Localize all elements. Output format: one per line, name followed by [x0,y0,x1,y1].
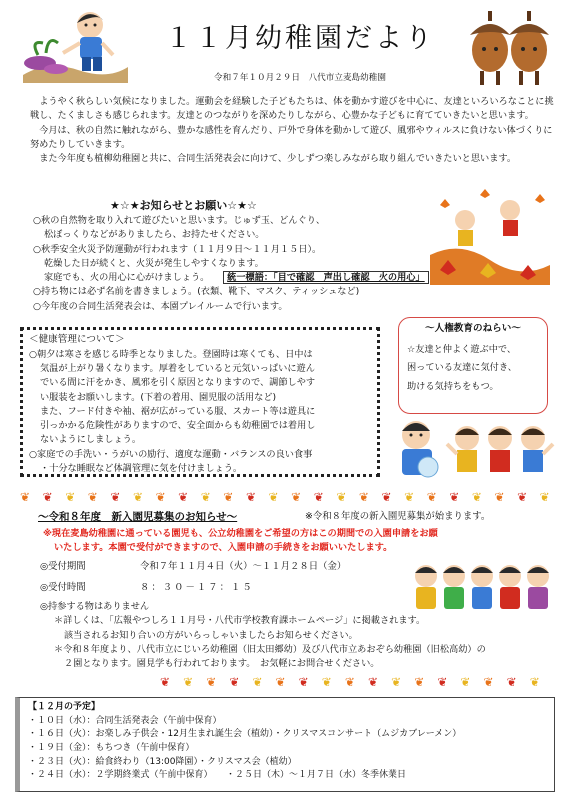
recruit-start: ※令和８年度の新入園児募集が始まります。 [305,511,491,522]
fire-safety-text: 家庭でも、火の用心に心がけましょう。 [44,272,205,283]
health-line: 気温が上がり暑くなります。厚着をしていると元気いっぱいに遊ん [40,363,315,375]
notice-item: ○秋季安全火災予防運動が行われます（１１月９日～１１月１５日）。 [33,243,322,255]
human-rights-line: 助ける気持ちをもつ。 [407,380,499,392]
schedule-item: ・２４日（水）：２学期終業式（午前中保育） ・２５日（木）～１月７日（水）冬季休業日 [28,770,407,781]
health-line: 引っかかる危険性がありますので、安全面からも幼稚園では着用し [40,420,316,432]
notice-item-cont [33,271,503,285]
health-line: ないようにしましょう。 [40,434,142,446]
time-label: ◎受付時間 [40,581,86,593]
health-line: また、フード付きや袖、裾が広がっている服、スカート等は遊具に [40,405,316,417]
human-rights-box [398,317,548,414]
health-heading: ＜健康管理について＞ [29,334,125,345]
human-rights-line: 困っている友達に気付き、 [407,362,517,374]
date-line: 令和７年１０月２９日 八代市立麦島幼稚園 [214,73,386,83]
autumn-leaf-border: ❦ ❦ ❦ ❦ ❦ ❦ ❦ ❦ ❦ ❦ ❦ ❦ ❦ ❦ ❦ ❦ ❦ [160,675,540,689]
recruit-note [43,527,543,556]
health-line: ○家庭での手洗い・うがいの励行、適度な運動・バランスの良い食事 [29,448,313,460]
time-value: ８：３０－１７：１５ [140,581,254,593]
notice-item: ○持ち物には必ず名前を書きましょう。(衣類、靴下、マスク、ティッシュなど) [33,286,360,298]
period-value: 令和７年１１月４日（火）～１１月２８日（金） [140,561,347,572]
reception-info [40,560,346,595]
recruit-detail-line: 該当されるお知り合いの方がいらっしゃいましたらお知らせください。 [64,629,358,641]
health-box [20,327,380,477]
recruit-detail-line: ＊詳しくは、「広報やつしろ１１月号・八代市学校教育課ホームページ」に掲載されます。 [54,615,426,627]
child-digging-potato-illustration [18,5,133,83]
recruit-note-line: ※現在麦島幼稚園に通っている園児も、公立幼稚園をご希望の方はこの期間での入園申請をお願 [43,528,438,539]
recruit-details [40,600,540,671]
notice-item-cont: 松ぼっくりなどがありましたら、お持たせください。 [44,229,265,241]
schedule-item: ・１６日（火）：お楽しみ子供会・12月生まれ誕生会（植幼）・クリスマスコンサート（ムジカブレーメン） [28,729,462,740]
notice-heading: ★☆★お知らせとお願い☆★☆ [110,199,257,212]
health-line: い服装をお願いします。(下着の着用、園児服の活用など) [40,391,277,403]
health-line: ○朝夕は寒さを感じる時季となりました。登園時は寒くても、日中は [29,348,313,360]
intro-text [30,95,555,166]
notices-list [33,214,503,314]
recruit-detail-line: ＊令和８年度より、八代市立にじいろ幼稚園（旧太田郷幼）及び八代市立あおぞら幼稚園（旧松高幼）の [54,643,486,655]
schedule-heading: 【１２月の予定】 [28,702,101,712]
human-rights-line: ☆友達と仲よく遊ぶ中で、 [407,343,517,355]
children-group-illustration [445,420,555,488]
notice-item-cont: 乾燥した日が続くと、火災が発生しやすくなります。 [44,257,264,269]
recruit-title: ～令和８年度 新入園児募集のお知らせ～ [38,511,238,523]
intro-paragraph: 今月は、秋の自然に触れながら、豊かな感性を育んだり、戸外で身体を動かして遊び、風邪やウィルスに負けない体づくりに努めたりしていきます。 [30,124,553,150]
bring-items: ◎持参する物はありません [40,601,150,612]
acorn-pair-illustration [462,5,557,87]
health-line: でいる間に汗をかき、風邪を引く原因となりますので、調節しやす [40,377,316,389]
human-rights-title: ～人権教育のねらい～ [425,323,521,334]
intro-paragraph: ようやく秋らしい気候になりました。運動会を経験した子どもたちは、体を動かす遊びを中心に、友達といろいろなことに挑戦し、たくましさも感じられます。友達とのつながりを深めたりしながら、心豊かな子どもに育てていきたいと思います。 [30,96,554,122]
period-label: ◎受付期間 [40,561,86,572]
notice-item: ○秋の自然物を取り入れて遊びたいと思います。じゅず玉、どんぐり、 [33,215,326,226]
autumn-leaf-border: ❦ ❦ ❦ ❦ ❦ ❦ ❦ ❦ ❦ ❦ ❦ ❦ ❦ ❦ ❦ ❦ ❦ ❦ ❦ ❦ ❦ ❦ ❦ ❦ [20,490,550,504]
notice-item: ○今年度の合同生活発表会は、本園プレイルームで行います。 [33,300,288,312]
schedule-item: ・１０日（水）：合同生活発表会（午前中保育） [28,715,222,726]
health-line: ・十分な睡眠など体調管理に気を付けましょう。 [40,462,243,474]
december-schedule [15,697,555,792]
schedule-item: ・２３日（火）：給食終わり（13:00降園）・クリスマス会（植幼） [28,756,297,767]
page-title: １１月幼稚園だより [165,23,435,54]
intro-paragraph: また今年度も植柳幼稚園と共に、合同生活発表会に向けて、少しずつ楽しみながら取り組んでいきたいと思います。 [39,153,517,164]
recruit-detail-line: ２園となります。園見学も行われております。 お気軽にお問合せください。 [64,658,380,669]
handwashing-child-illustration [392,415,444,485]
recruit-note-line: いたします。本園で受付ができますので、入園申請の手続きをお願いいたします。 [54,542,393,554]
schedule-item: ・１９日（金）：もちつき（午前中保育） [28,743,195,754]
fire-safety-slogan: 統一標語：「目で確認 声出し確認 火の用心」 [223,271,429,284]
